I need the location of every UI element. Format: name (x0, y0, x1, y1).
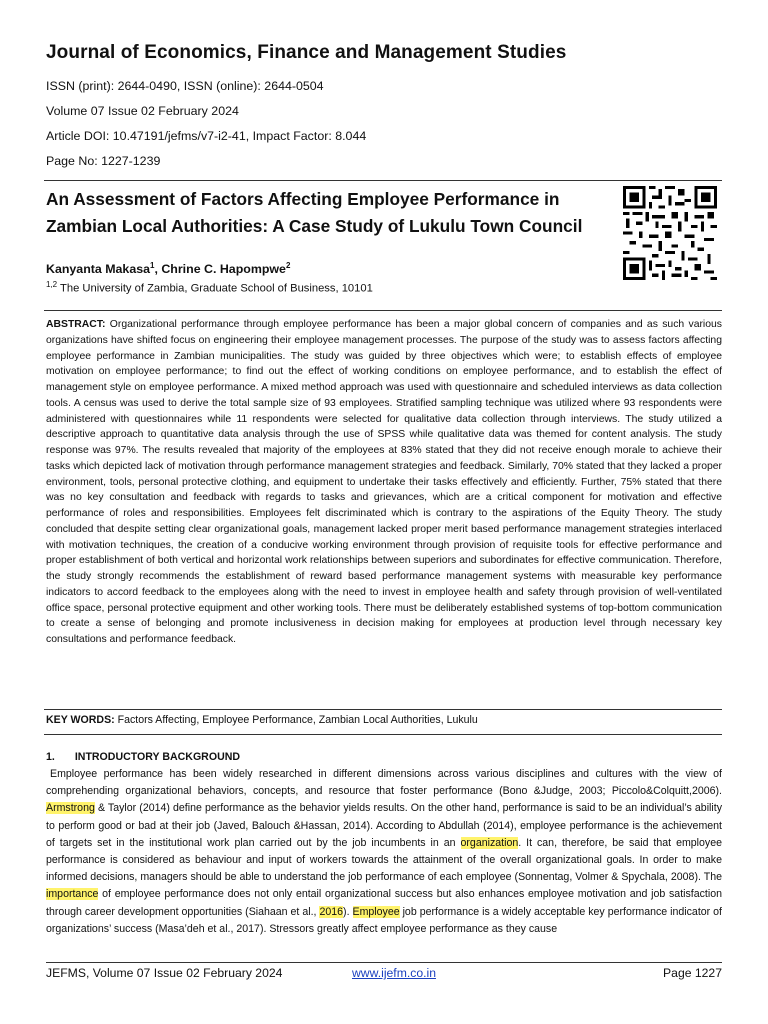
keywords-text: Factors Affecting, Employee Performance, Zambian Local Authorities, Lukulu (114, 714, 478, 726)
intro-text: ). (343, 905, 353, 918)
highlighted-word: importance (46, 888, 99, 901)
highlighted-word: 2016 (319, 905, 344, 918)
footer-website-link[interactable]: www.ijefm.co.in (352, 966, 436, 980)
article-title: An Assessment of Factors Affecting Employee Performance in Zambian Local Authorities: A Case Study of Lukulu Town Council (46, 189, 583, 236)
intro-text: . It can, therefore, be said that employee performance is considered as behaviour and input of workers towards the attainment of the overall organizational goals. In order to make informed decisions, managers should be able to understand the job performance of each employee (Sonnentag, Volmer & Spychala, 2008). The (46, 836, 722, 884)
keywords (46, 714, 478, 726)
footer-page-number: Page 1227 (663, 966, 722, 980)
highlighted-word: Armstrong (46, 802, 95, 815)
affiliation-superscript: 1,2 (46, 280, 58, 289)
section-divider (44, 734, 722, 735)
author-separator: , (154, 262, 162, 277)
author-superscript: 1 (150, 261, 155, 270)
issn-line: ISSN (print): 2644-0490, ISSN (online): 2644-0504 (46, 79, 324, 93)
intro-text: & Taylor (2014) define performance as the behavior yields results. On the other hand, performance is said to be an individual’s ability to perform good or bad at their job (Javed, Balouch &Hassan, 2014). According to Abdullah (2014), employee performance is the achievement of targets set in the institutional work plan carried out by the job incumbents in an (46, 802, 722, 849)
intro-paragraph (46, 766, 722, 938)
author-name: Kanyanta Makasa (46, 262, 150, 277)
intro-text: of employee performance does not only entail organizational success but also enhances employee motivation and job satisfaction through career development opportunities (Siahaan et al., (46, 888, 722, 918)
doi-line: Article DOI: 10.47191/jefms/v7-i2-41, Impact Factor: 8.044 (46, 129, 367, 143)
affiliation (46, 280, 373, 295)
section-number: 1. (46, 751, 55, 763)
keywords-label: KEY WORDS: (46, 714, 115, 726)
abstract-text: Organizational performance through employee performance has been a major global concern of companies and as such various organizations have shifted focus on engineering their employee management processes. The purpose of the study was to assess factors affecting employee performance in Zambian municipalities. The study was guided by three objectives which were; to establish effects of employee motivation on employee performance; to find out the effect of working conditions on employee performance, and to establish the effect of management style on employee performance. A mixed method approach was used with questionnaire and scheduled interviews as data collection tools. A census was used to derive the total sample size of 93 employees. Stratified sampling technique was utilized where 93 respondents were administered with questionnaires while 11 respondents were selected for qualitative data collection through interviews. The study utilized a descriptive approach to quantitative data analysis through the use of SPSS while qualitative data was themed for content analysis. The study response was 97%. The results revealed that majority of the employees at 83% stated that they did not receive enough morale to achieve their tasks which depicted lack of motivation through performance management strategies and feedback. Similarly, 70% stated that they lacked a proper environment, tools, personal protective clothing, and equipment to undertake their tasks effectively and efficiently. Further, 75% stated that there was no key consultation and feedback with regards to tasks and grievances, which are a critical component for motivation and effective performance of roles and responsibilities. Employees felt discriminated which is contrary to the aspirations of the Equity Theory. The study concluded that despite setting clear organizational goals, management lacked proper merit based performance management strategies interlaced with motivation techniques, the creation of a conducive working environment through provision of requisite tools for effective performance and proper establishment of both vertical and horizontal work relationships between superiors and subordinates for effective communication. Therefore, the study strongly recommends the establishment of reward based performance management systems with measurable key performance indicators to accord feedback to the employees along with the need to invest in employee health and safety through provision of well-ventilated office space, personal protective equipment and other working tools. There must be deliberately established systems of top-bottom communication to create a sense of belonging and promote inclusiveness in decision making for employees at production level through necessary key consultations and performance feedback. (46, 319, 722, 645)
highlighted-word: Employee (352, 905, 400, 918)
journal-title: Journal of Economics, Finance and Management Studies (46, 42, 567, 63)
author-superscript: 2 (285, 261, 291, 270)
qr-code-icon (622, 186, 718, 280)
abstract-top-divider (44, 310, 722, 311)
abstract-label: ABSTRACT: (46, 319, 106, 330)
keywords-divider (44, 709, 722, 710)
page-range-line: Page No: 1227-1239 (46, 154, 161, 168)
volume-line: Volume 07 Issue 02 February 2024 (46, 104, 239, 118)
author-list (46, 261, 290, 276)
intro-text: job performance is a widely acceptable key performance indicator of organizations’ success (Masa’deh et al., 2017). Stressors greatly affect employee performance as they cause (46, 905, 722, 935)
section-heading (46, 751, 240, 763)
affiliation-text: The University of Zambia, Graduate School of Business, 10101 (57, 282, 373, 295)
abstract (46, 317, 722, 648)
section-title: INTRODUCTORY BACKGROUND (74, 751, 241, 763)
highlighted-word: organization (460, 836, 519, 849)
intro-text: Employee performance has been widely researched in different dimensions across various disciplines and cultures with the view of comprehending organizational behaviors, concepts, and resource that foster performance (Bono &Judge, 2003; Piccolo&Colquitt,2006). (46, 768, 722, 798)
header-divider (44, 180, 722, 181)
page-footer (46, 962, 722, 981)
footer-journal-info: JEFMS, Volume 07 Issue 02 February 2024 (46, 966, 283, 980)
author-name: Chrine C. Hapompwe (161, 262, 286, 277)
